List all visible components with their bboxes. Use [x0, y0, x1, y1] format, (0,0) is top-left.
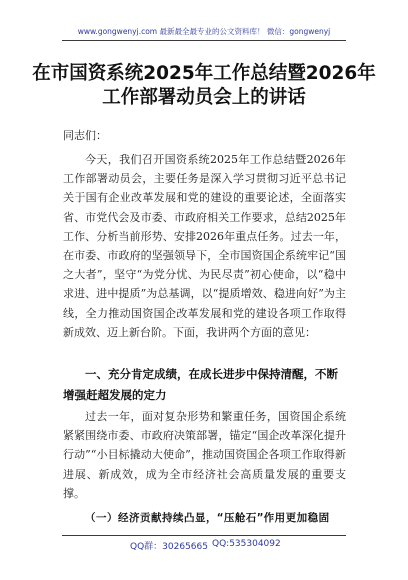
footer-qq-contact: QQ:535304092: [212, 539, 281, 549]
footer-rule: [62, 535, 346, 536]
page-header: [0, 26, 408, 37]
document-title: 在市国资系统2025年工作总结暨2026年工作部署动员会上的讲话: [32, 63, 376, 108]
header-rule: [62, 40, 346, 41]
section-heading-1: 一、充分肯定成绩，在成长进步中保持清醒，不断增强赶超发展的定力: [63, 367, 338, 402]
subsection-heading-1: （一）经济贡献持续凸显，“压舱石”作用更加稳固: [85, 512, 330, 524]
footer-qq-group: QQ群：30265665: [130, 542, 208, 552]
paragraph-review: 过去一年，面对复杂形势和繁重任务，国资国企系统紧紧围绕市委、市政府决策部署，锚定“国企改革深化提升行动”“小目标撬动大使命”，推动国资国企各项工作取得新进展、新成效，成为全市经济社会高质量发展的重要支撑。: [63, 410, 346, 500]
header-text: www.gongwenyj.com 最新最全最专业的公文资料库！ 微信：gongwenyj: [77, 27, 331, 36]
paragraph-intro: 今天，我们召开国资系统2025年工作总结暨2026年工作部署动员会，主要任务是深入学习贯彻习近平总书记关于国有企业改革发展和党的建设的重要论述，全面落实省、市党代会及市委、市政府相关工作要求，总结2025年工作、分析当前形势、安排2026年重点任务。过去一年，在市委、市政府的坚强领导下，全市国资国企系统牢记“国之大者”，坚守“为党分忧、为民尽责”初心使命，以“稳中求进、进中提质”为总基调，以“提质增效、稳进向好”为主线，全力推动国资国企改革发展和党的建设各项工作取得新成效、迈上新台阶。下面，我讲两个方面的意见：: [63, 153, 346, 339]
salutation: 同志们：: [63, 129, 107, 142]
